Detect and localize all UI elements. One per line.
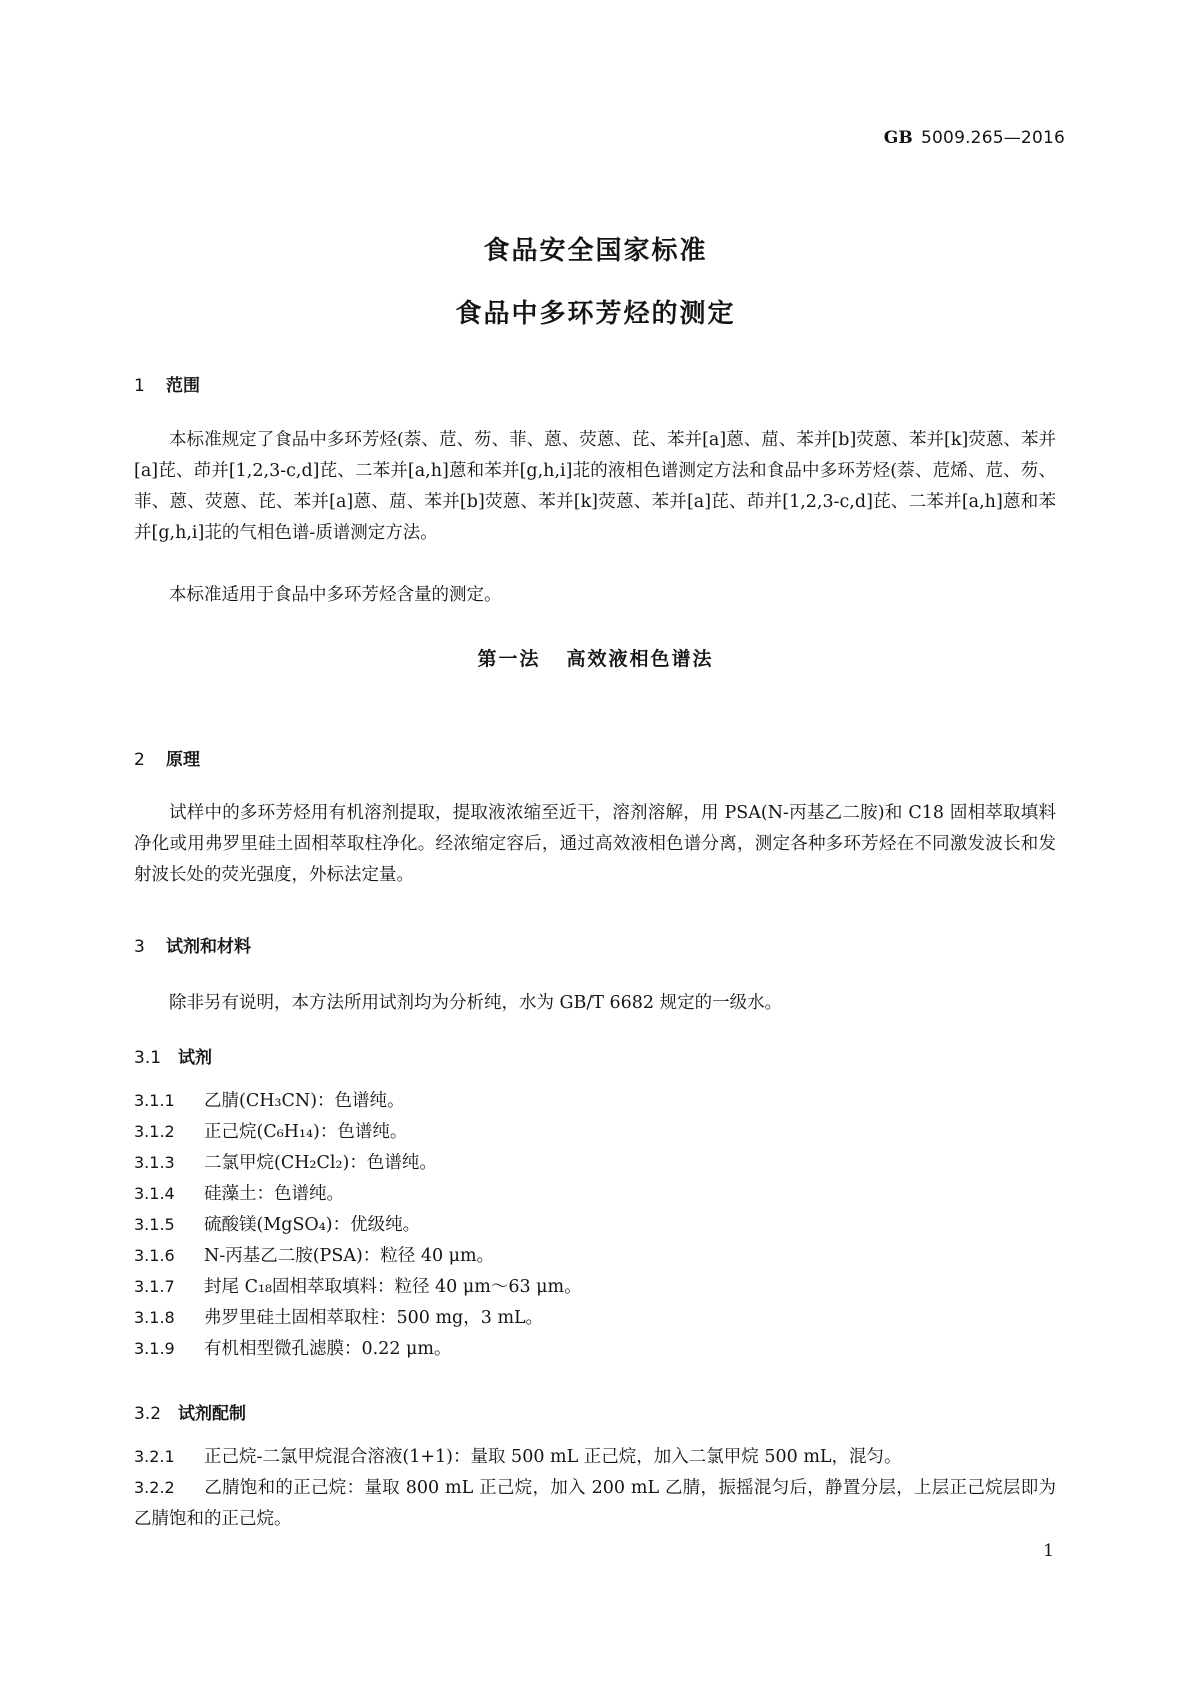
reagents-intro-paragraph: 除非另有说明，本方法所用试剂均为分析纯，水为 GB/T 6682 规定的一级水。 xyxy=(169,993,783,1013)
reagent-item xyxy=(134,1116,1056,1148)
item-number: 3.1.5 xyxy=(134,1215,175,1234)
item-text: 有机相型微孔滤膜：0.22 μm。 xyxy=(204,1339,452,1359)
scope-applicability-paragraph: 本标准适用于食品中多环芳烃含量的测定。 xyxy=(169,585,502,605)
reagent-item xyxy=(134,1085,1056,1117)
method-heading xyxy=(0,644,1191,671)
section-number: 3.2 xyxy=(134,1404,162,1424)
preparation-item xyxy=(134,1472,1056,1535)
item-text: 正己烷-二氯甲烷混合溶液(1+1)：量取 500 mL 正己烷，加入二氯甲烷 500 mL，混匀。 xyxy=(204,1447,902,1467)
item-number: 3.1.3 xyxy=(134,1153,175,1172)
principle-paragraph: 试样中的多环芳烃用有机溶剂提取，提取液浓缩至近干，溶剂溶解，用 PSA(N-丙基乙二胺)和 C18 固相萃取填料净化或用弗罗里硅土固相萃取柱净化。经浓缩定容后，通过高效液相色谱分离，测定各种多环芳烃在不同激发波长和发射波长处的荧光强度，外标法定量。 xyxy=(134,803,1056,885)
section-title: 原理 xyxy=(166,750,200,770)
reagent-item xyxy=(134,1178,1056,1210)
reagent-item xyxy=(134,1271,1056,1303)
item-number: 3.1.8 xyxy=(134,1308,175,1327)
reagent-item xyxy=(134,1209,1056,1241)
scope-paragraph: 本标准规定了食品中多环芳烃(萘、苊、芴、菲、蒽、荧蒽、芘、苯并[a]蒽、䓛、苯并[b]荧蒽、苯并[k]荧蒽、苯并[a]芘、茚并[1,2,3-c,d]芘、二苯并[a,h]蒽和苯并[g,h,i]苝的液相色谱测定方法和食品中多环芳烃(萘、苊烯、苊、芴、菲、蒽、荧蒽、芘、苯并[a]蒽、䓛、苯并[b]荧蒽、苯并[k]荧蒽、苯并[a]芘、茚并[1,2,3-c,d]芘、二苯并[a,h]蒽和苯并[g,h,i]苝的气相色谱-质谱测定方法。 xyxy=(134,430,1056,543)
section-title: 试剂 xyxy=(178,1048,212,1068)
item-text: 乙腈饱和的正己烷：量取 800 mL 正己烷，加入 200 mL 乙腈，振摇混匀后，静置分层，上层正己烷层即为乙腈饱和的正己烷。 xyxy=(134,1478,1056,1529)
preparation-item xyxy=(134,1441,1056,1473)
item-number: 3.1.7 xyxy=(134,1277,175,1296)
reagent-item xyxy=(134,1302,1056,1334)
item-text: 乙腈(CH₃CN)：色谱纯。 xyxy=(204,1091,405,1111)
section-number: 1 xyxy=(134,376,145,396)
item-number: 3.1.6 xyxy=(134,1246,175,1265)
item-number: 3.1.1 xyxy=(134,1091,175,1110)
standard-code xyxy=(884,128,1065,148)
section-heading-scope xyxy=(134,371,200,396)
section-heading-reagents xyxy=(134,1043,212,1068)
standard-prefix: GB xyxy=(883,128,914,148)
section-number: 3.1 xyxy=(134,1048,162,1068)
method-name: 高效液相色谱法 xyxy=(566,648,714,670)
item-text: 硅藻土：色谱纯。 xyxy=(204,1184,344,1204)
item-text: 二氯甲烷(CH₂Cl₂)：色谱纯。 xyxy=(204,1153,437,1173)
page-number: 1 xyxy=(1043,1541,1054,1561)
section-heading-reagent-preparation xyxy=(134,1399,246,1424)
method-label: 第一法 xyxy=(477,648,541,670)
item-text: N-丙基乙二胺(PSA)：粒径 40 μm。 xyxy=(204,1246,495,1266)
item-text: 封尾 C₁₈固相萃取填料：粒径 40 μm～63 μm。 xyxy=(204,1277,582,1297)
item-text: 正己烷(C₆H₁₄)：色谱纯。 xyxy=(204,1122,408,1142)
section-number: 3 xyxy=(134,937,145,957)
item-number: 3.2.1 xyxy=(134,1447,175,1466)
item-text: 弗罗里硅土固相萃取柱：500 mg，3 mL。 xyxy=(204,1308,544,1328)
section-number: 2 xyxy=(134,750,145,770)
item-number: 3.2.2 xyxy=(134,1478,175,1497)
reagent-item xyxy=(134,1147,1056,1179)
item-number: 3.1.2 xyxy=(134,1122,175,1141)
reagent-item xyxy=(134,1240,1056,1272)
item-text: 硫酸镁(MgSO₄)：优级纯。 xyxy=(204,1215,421,1235)
item-number: 3.1.9 xyxy=(134,1339,175,1358)
standard-number: 5009.265—2016 xyxy=(921,128,1065,148)
title-line-1: 食品安全国家标准 xyxy=(483,236,708,266)
section-heading-principle xyxy=(134,745,200,770)
section-title: 范围 xyxy=(166,376,200,396)
section-heading-reagents-materials xyxy=(134,932,251,957)
section-title: 试剂配制 xyxy=(178,1404,246,1424)
title-line-2: 食品中多环芳烃的测定 xyxy=(455,299,736,329)
section-title: 试剂和材料 xyxy=(166,937,251,957)
reagent-item xyxy=(134,1333,1056,1365)
item-number: 3.1.4 xyxy=(134,1184,175,1203)
